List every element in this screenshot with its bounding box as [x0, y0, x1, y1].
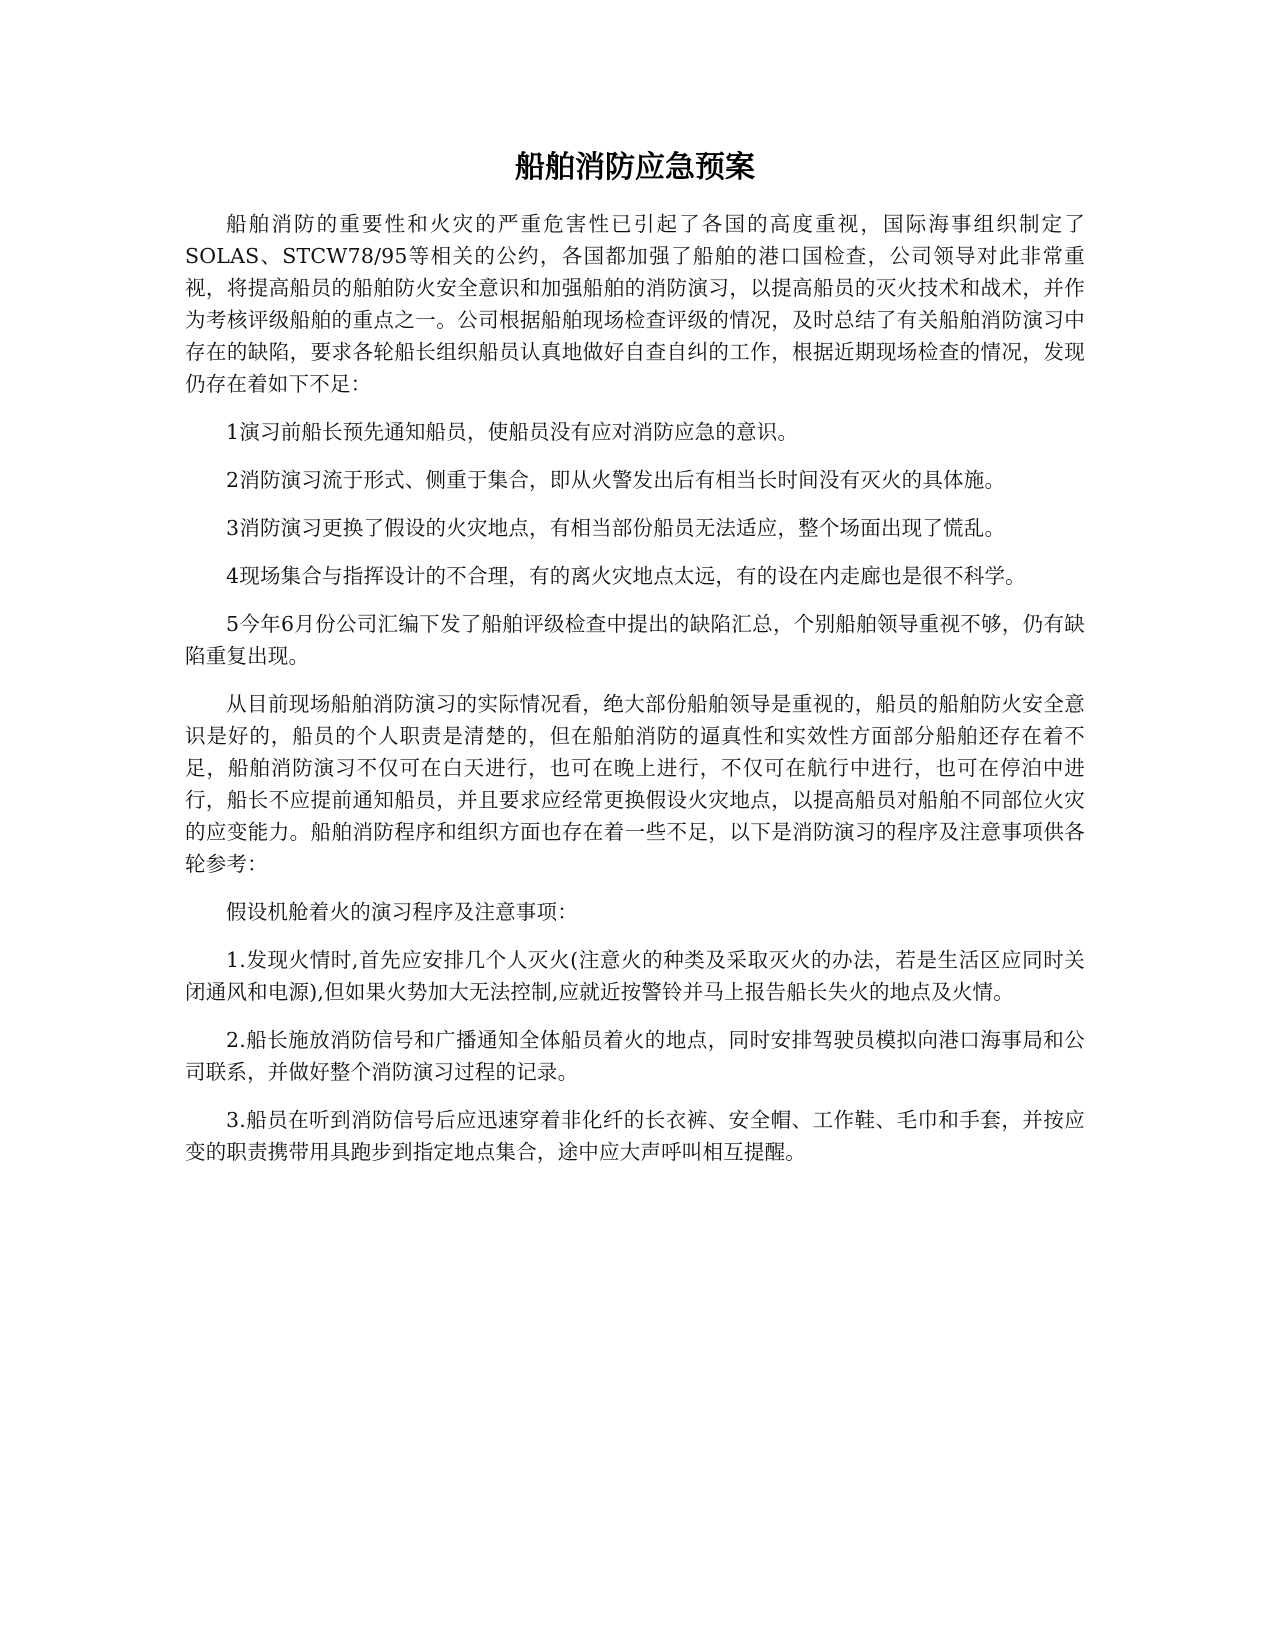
- deficiency-item-5: 5今年6月份公司汇编下发了船舶评级检查中提出的缺陷汇总，个别船舶领导重视不够，仍有缺陷重复出现。: [185, 612, 1085, 668]
- document-body: [185, 148, 1085, 1184]
- procedure-step-1: 1.发现火情时,首先应安排几个人灭火(注意火的种类及采取灭火的办法，若是生活区应同时关闭通风和电源),但如果火势加大无法控制,应就近按警铃并马上报告船长失火的地点及火情。: [185, 948, 1085, 1004]
- deficiency-item-4: 4现场集合与指挥设计的不合理，有的离火灾地点太远，有的设在内走廊也是很不科学。: [226, 564, 1026, 588]
- intro-paragraph: 船舶消防的重要性和火灾的严重危害性已引起了各国的高度重视，国际海事组织制定了SOLAS、STCW78/95等相关的公约，各国都加强了船舶的港口国检查，公司领导对此非常重视，将提高船员的船舶防火安全意识和加强船舶的消防演习，以提高船员的灭火技术和战术，并作为考核评级船舶的重点之一。公司根据船舶现场检查评级的情况，及时总结了有关船舶消防演习中存在的缺陷，要求各轮船长组织船员认真地做好自查自纠的工作，根据近期现场检查的情况，发现仍存在着如下不足：: [185, 212, 1085, 396]
- procedure-step-2: 2.船长施放消防信号和广播通知全体船员着火的地点，同时安排驾驶员模拟向港口海事局和公司联系，并做好整个消防演习过程的记录。: [185, 1028, 1085, 1084]
- section-heading: 假设机舱着火的演习程序及注意事项：: [226, 900, 578, 924]
- deficiency-item-3: 3消防演习更换了假设的火灾地点，有相当部份船员无法适应，整个场面出现了慌乱。: [226, 516, 1006, 540]
- procedure-step-3: 3.船员在听到消防信号后应迅速穿着非化纤的长衣裤、安全帽、工作鞋、毛巾和手套，并按应变的职责携带用具跑步到指定地点集合，途中应大声呼叫相互提醒。: [185, 1108, 1085, 1164]
- deficiency-item-2: 2消防演习流于形式、侧重于集合，即从火警发出后有相当长时间没有灭火的具体施。: [226, 468, 1006, 492]
- summary-paragraph: 从目前现场船舶消防演习的实际情况看，绝大部份船舶领导是重视的，船员的船舶防火安全意识是好的，船员的个人职责是清楚的，但在船舶消防的逼真性和实效性方面部分船舶还存在着不足，船舶消防演习不仅可在白天进行，也可在晚上进行，不仅可在航行中进行，也可在停泊中进行，船长不应提前通知船员，并且要求应经常更换假设火灾地点，以提高船员对船舶不同部位火灾的应变能力。船舶消防程序和组织方面也存在着一些不足，以下是消防演习的程序及注意事项供各轮参考：: [185, 692, 1085, 876]
- document-title: 船舶消防应急预案: [515, 150, 755, 185]
- deficiency-item-1: 1演习前船长预先通知船员，使船员没有应对消防应急的意识。: [226, 420, 799, 444]
